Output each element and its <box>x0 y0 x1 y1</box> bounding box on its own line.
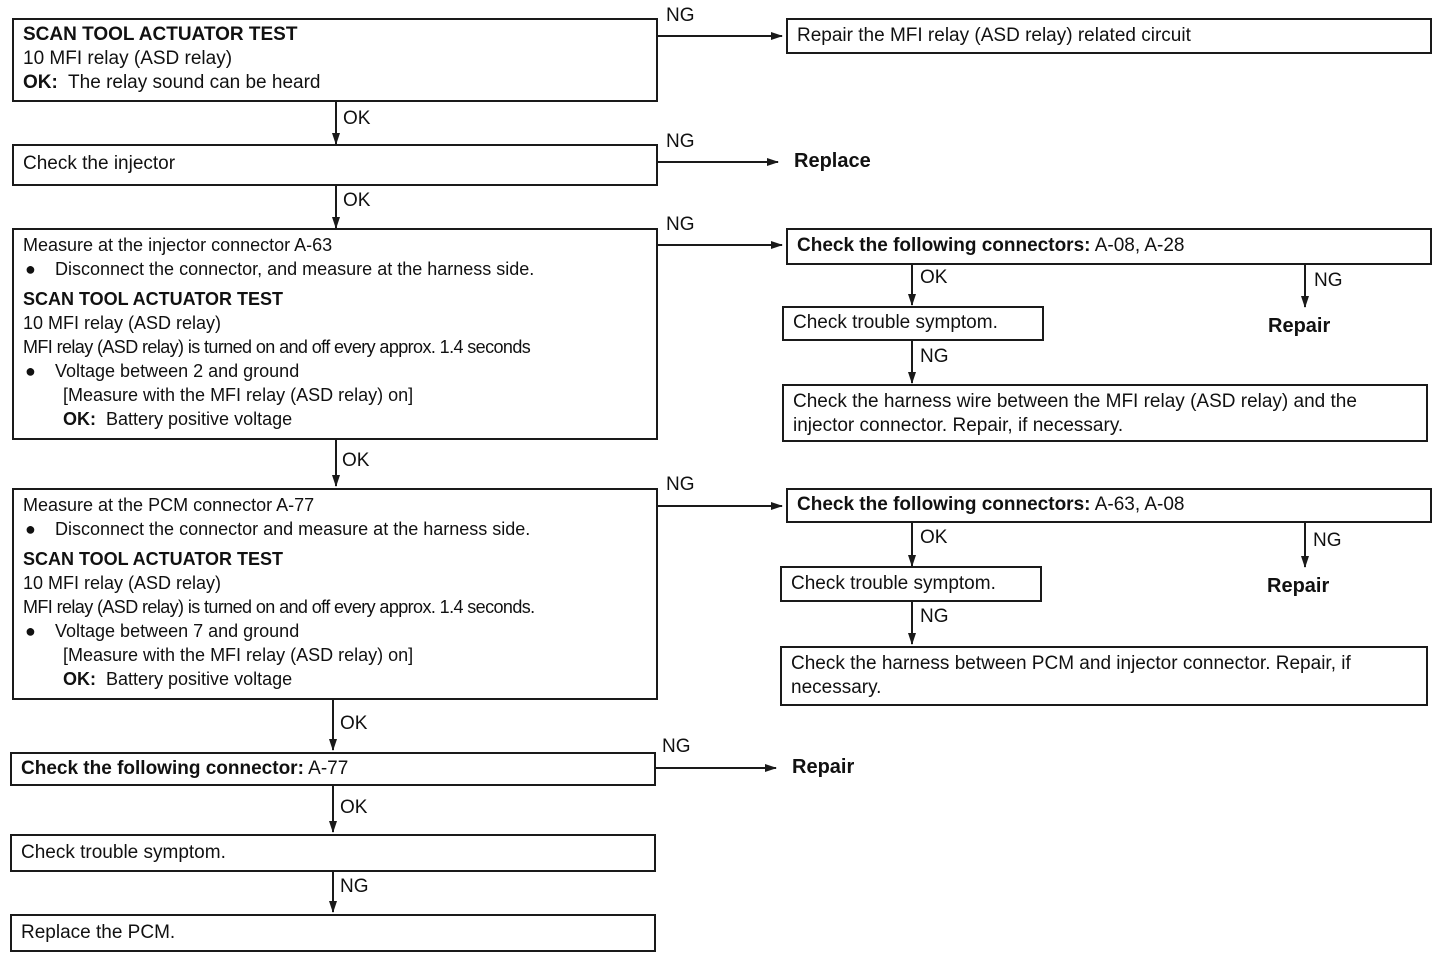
step4-bullet1: Disconnect the connector and measure at the harness side. <box>55 519 531 539</box>
branch-check-connectors-a63-a08-box <box>786 488 1432 523</box>
ok-label: OK <box>343 190 371 211</box>
ng-label: NG <box>666 214 695 235</box>
step4-ok-line <box>23 667 647 691</box>
step1-ok-prefix: OK: <box>23 72 58 93</box>
branch4-prefix: Check the following connectors: <box>797 494 1091 515</box>
branch1-text: Repair the MFI relay (ASD relay) related circuit <box>797 25 1191 46</box>
branch-repair-a77-text: Repair <box>792 756 855 778</box>
branch3-line <box>797 234 1421 258</box>
branch4-harness: Check the harness between PCM and injector connector. Repair, if necessary. <box>791 653 1351 698</box>
bullet-icon: ● <box>25 519 36 539</box>
step3-bullet2-row <box>23 359 647 383</box>
branch-repair-relay-circuit-box <box>786 18 1432 54</box>
step3-cycle: MFI relay (ASD relay) is turned on and off every approx. 1.4 seconds <box>23 337 531 357</box>
branch-replace-text: Replace <box>794 150 871 172</box>
branch3-prefix: Check the following connectors: <box>797 235 1091 256</box>
step5-prefix: Check the following connector: <box>21 758 304 779</box>
step4-bullet2-row <box>23 619 647 643</box>
branch3-symptom: Check trouble symptom. <box>793 312 998 333</box>
ng-label: NG <box>666 474 695 495</box>
ng-label: NG <box>340 876 369 897</box>
branch4-trouble-symptom-box <box>780 566 1042 602</box>
step3-ok-prefix: OK: <box>63 409 96 429</box>
step3-measure: [Measure with the MFI relay (ASD relay) on] <box>63 385 414 405</box>
step4-measure: [Measure with the MFI relay (ASD relay) on] <box>63 645 414 665</box>
step6-text: Check trouble symptom. <box>21 842 226 863</box>
branch4-harness-box <box>780 646 1428 706</box>
ng-label: NG <box>1313 530 1342 551</box>
step-measure-injector-box <box>12 228 658 440</box>
step1-ok-line <box>23 71 647 95</box>
branch4-value: A-63, A-08 <box>1094 494 1185 515</box>
bullet-icon: ● <box>25 361 36 381</box>
ok-label: OK <box>920 527 948 548</box>
step-check-trouble-symptom-box <box>10 834 656 872</box>
ng-label: NG <box>920 346 949 367</box>
branch3-repair-text: Repair <box>1268 315 1331 337</box>
ok-label: OK <box>920 267 948 288</box>
step7-text: Replace the PCM. <box>21 922 176 943</box>
step4-bullet1-row <box>23 517 647 541</box>
step5-value: A-77 <box>308 758 349 779</box>
bullet-icon: ● <box>25 621 36 641</box>
step4-line1: Measure at the PCM connector A-77 <box>23 495 315 515</box>
branch3-harness: Check the harness wire between the MFI relay (ASD relay) and the injector connector. Repair, if necessary. <box>793 391 1357 436</box>
ok-label: OK <box>343 108 371 129</box>
step1-title: SCAN TOOL ACTUATOR TEST <box>23 24 298 45</box>
ok-label: OK <box>340 713 368 734</box>
step1-ok-text: The relay sound can be heard <box>68 72 321 93</box>
branch-check-connectors-a08-a28-box <box>786 228 1432 265</box>
ng-label: NG <box>666 131 695 152</box>
step1-relay: 10 MFI relay (ASD relay) <box>23 48 233 69</box>
step3-bullet2: Voltage between 2 and ground <box>55 361 300 381</box>
step-replace-pcm-box <box>10 914 656 952</box>
step3-ok-text: Battery positive voltage <box>106 409 293 429</box>
step-measure-pcm-box <box>12 488 658 700</box>
ng-label: NG <box>1314 270 1343 291</box>
step4-title: SCAN TOOL ACTUATOR TEST <box>23 549 284 569</box>
step3-title: SCAN TOOL ACTUATOR TEST <box>23 289 284 309</box>
step3-relay: 10 MFI relay (ASD relay) <box>23 313 222 333</box>
ok-label: OK <box>342 450 370 471</box>
ng-label: NG <box>666 5 695 26</box>
ng-label: NG <box>662 736 691 757</box>
step4-relay: 10 MFI relay (ASD relay) <box>23 573 222 593</box>
step2-text: Check the injector <box>23 153 176 174</box>
branch4-repair-text: Repair <box>1267 575 1330 597</box>
step-scan-tool-test-box <box>12 18 658 102</box>
step-check-connector-a77-box <box>10 752 656 786</box>
ok-label: OK <box>340 797 368 818</box>
step4-bullet2: Voltage between 7 and ground <box>55 621 300 641</box>
branch3-value: A-08, A-28 <box>1094 235 1185 256</box>
step3-ok-line <box>23 407 647 431</box>
step4-ok-text: Battery positive voltage <box>106 669 293 689</box>
step-check-injector-box <box>12 144 658 186</box>
branch3-harness-box <box>782 384 1428 442</box>
step4-ok-prefix: OK: <box>63 669 96 689</box>
step3-line1: Measure at the injector connector A-63 <box>23 235 333 255</box>
branch4-line <box>797 493 1421 517</box>
step4-cycle: MFI relay (ASD relay) is turned on and off every approx. 1.4 seconds. <box>23 597 535 617</box>
bullet-icon: ● <box>25 259 36 279</box>
step5-line <box>21 757 645 781</box>
branch3-trouble-symptom-box <box>782 306 1044 341</box>
step3-bullet1-row <box>23 257 647 281</box>
ng-label: NG <box>920 606 949 627</box>
step3-bullet1: Disconnect the connector, and measure at the harness side. <box>55 259 535 279</box>
branch4-symptom: Check trouble symptom. <box>791 573 996 594</box>
